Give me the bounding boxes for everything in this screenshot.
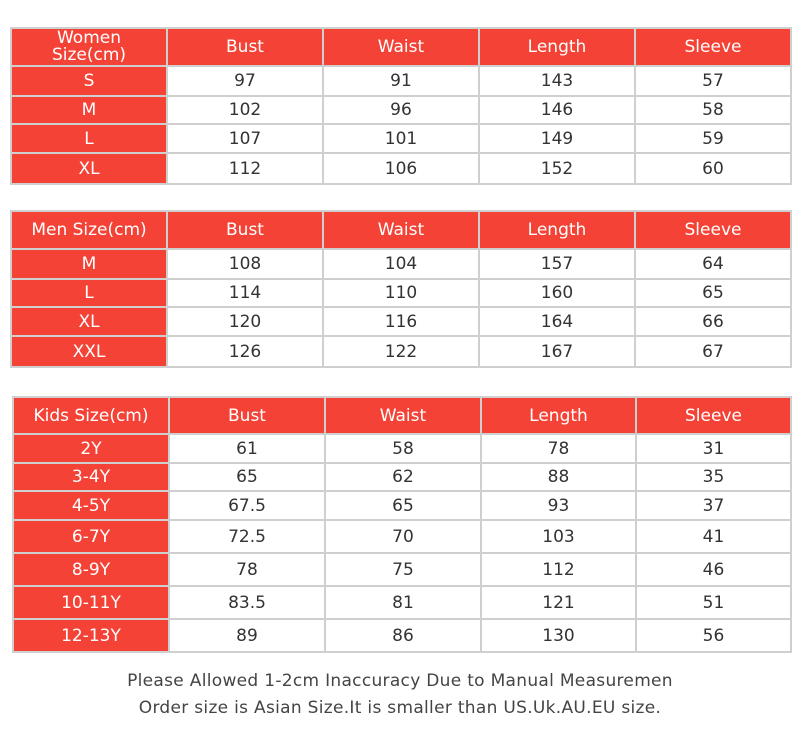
table-row <box>11 336 791 367</box>
column-header-length: Length <box>481 397 636 434</box>
waist-cell: 86 <box>325 619 481 652</box>
corner-label-line1: Women <box>56 28 121 48</box>
table-row <box>11 307 791 336</box>
table-row <box>13 434 791 463</box>
table-header-row <box>13 397 791 434</box>
bust-cell: 107 <box>167 124 323 153</box>
bust-cell: 65 <box>169 463 325 491</box>
bust-cell: 120 <box>167 307 323 336</box>
column-header-waist: Waist <box>323 211 479 249</box>
bust-cell: 114 <box>167 279 323 307</box>
size-cell: 10-11Y <box>13 586 169 619</box>
length-cell: 152 <box>479 153 635 184</box>
column-header-length: Length <box>479 28 635 66</box>
length-cell: 167 <box>479 336 635 367</box>
kids-size-table <box>12 396 792 653</box>
length-cell: 121 <box>481 586 636 619</box>
column-header-waist: Waist <box>323 28 479 66</box>
size-cell: 3-4Y <box>13 463 169 491</box>
length-cell: 160 <box>479 279 635 307</box>
table-row <box>13 463 791 491</box>
column-header-bust: Bust <box>167 211 323 249</box>
table-row <box>11 66 791 96</box>
column-header-bust: Bust <box>169 397 325 434</box>
column-header-bust: Bust <box>167 28 323 66</box>
bust-cell: 72.5 <box>169 520 325 553</box>
table-row <box>13 586 791 619</box>
table-row <box>13 553 791 586</box>
sleeve-cell: 37 <box>636 491 791 520</box>
sleeve-cell: 67 <box>635 336 791 367</box>
size-cell: M <box>11 249 167 279</box>
size-cell: 8-9Y <box>13 553 169 586</box>
size-cell: 4-5Y <box>13 491 169 520</box>
corner-label-line2: Size(cm) <box>51 45 127 65</box>
sleeve-cell: 65 <box>635 279 791 307</box>
size-cell: 2Y <box>13 434 169 463</box>
bust-cell: 67.5 <box>169 491 325 520</box>
sleeve-cell: 56 <box>636 619 791 652</box>
length-cell: 157 <box>479 249 635 279</box>
asian-size-note: Order size is Asian Size.It is smaller than US.Uk.AU.EU size. <box>138 698 662 718</box>
length-cell: 78 <box>481 434 636 463</box>
sleeve-cell: 59 <box>635 124 791 153</box>
sleeve-cell: 64 <box>635 249 791 279</box>
sleeve-cell: 51 <box>636 586 791 619</box>
column-header-sleeve: Sleeve <box>635 211 791 249</box>
size-cell: L <box>11 279 167 307</box>
size-cell: S <box>11 66 167 96</box>
length-cell: 130 <box>481 619 636 652</box>
table-row <box>11 124 791 153</box>
waist-cell: 91 <box>323 66 479 96</box>
waist-cell: 110 <box>323 279 479 307</box>
table-row <box>11 279 791 307</box>
size-cell: XL <box>11 153 167 184</box>
size-cell: XXL <box>11 336 167 367</box>
length-cell: 164 <box>479 307 635 336</box>
bust-cell: 61 <box>169 434 325 463</box>
sleeve-cell: 66 <box>635 307 791 336</box>
column-header-sleeve: Sleeve <box>635 28 791 66</box>
waist-cell: 75 <box>325 553 481 586</box>
length-cell: 146 <box>479 96 635 124</box>
sleeve-cell: 41 <box>636 520 791 553</box>
table-row <box>13 491 791 520</box>
waist-cell: 65 <box>325 491 481 520</box>
bust-cell: 112 <box>167 153 323 184</box>
length-cell: 143 <box>479 66 635 96</box>
waist-cell: 58 <box>325 434 481 463</box>
waist-cell: 122 <box>323 336 479 367</box>
table-row <box>11 153 791 184</box>
waist-cell: 116 <box>323 307 479 336</box>
women-size-table <box>10 27 792 185</box>
size-cell: 12-13Y <box>13 619 169 652</box>
waist-cell: 101 <box>323 124 479 153</box>
waist-cell: 96 <box>323 96 479 124</box>
waist-cell: 104 <box>323 249 479 279</box>
sleeve-cell: 57 <box>635 66 791 96</box>
bust-cell: 89 <box>169 619 325 652</box>
bust-cell: 102 <box>167 96 323 124</box>
table-row <box>13 619 791 652</box>
men-corner-header: Men Size(cm) <box>11 211 167 249</box>
men-size-table <box>10 210 792 368</box>
table-row <box>11 249 791 279</box>
bust-cell: 78 <box>169 553 325 586</box>
waist-cell: 81 <box>325 586 481 619</box>
size-cell: M <box>11 96 167 124</box>
table-header-row <box>11 28 791 66</box>
table-row <box>11 96 791 124</box>
column-header-length: Length <box>479 211 635 249</box>
bust-cell: 108 <box>167 249 323 279</box>
size-cell: 6-7Y <box>13 520 169 553</box>
sleeve-cell: 60 <box>635 153 791 184</box>
size-cell: L <box>11 124 167 153</box>
table-header-row <box>11 211 791 249</box>
column-header-waist: Waist <box>325 397 481 434</box>
inaccuracy-note: Please Allowed 1-2cm Inaccuracy Due to Manual Measuremen <box>127 671 673 691</box>
kids-corner-header: Kids Size(cm) <box>13 397 169 434</box>
waist-cell: 106 <box>323 153 479 184</box>
waist-cell: 70 <box>325 520 481 553</box>
length-cell: 149 <box>479 124 635 153</box>
bust-cell: 97 <box>167 66 323 96</box>
sleeve-cell: 46 <box>636 553 791 586</box>
length-cell: 112 <box>481 553 636 586</box>
length-cell: 93 <box>481 491 636 520</box>
size-cell: XL <box>11 307 167 336</box>
women-corner-header <box>11 28 167 66</box>
length-cell: 103 <box>481 520 636 553</box>
measurement-notes <box>0 668 800 722</box>
column-header-sleeve: Sleeve <box>636 397 791 434</box>
sleeve-cell: 31 <box>636 434 791 463</box>
sleeve-cell: 35 <box>636 463 791 491</box>
length-cell: 88 <box>481 463 636 491</box>
sleeve-cell: 58 <box>635 96 791 124</box>
waist-cell: 62 <box>325 463 481 491</box>
bust-cell: 126 <box>167 336 323 367</box>
table-row <box>13 520 791 553</box>
bust-cell: 83.5 <box>169 586 325 619</box>
